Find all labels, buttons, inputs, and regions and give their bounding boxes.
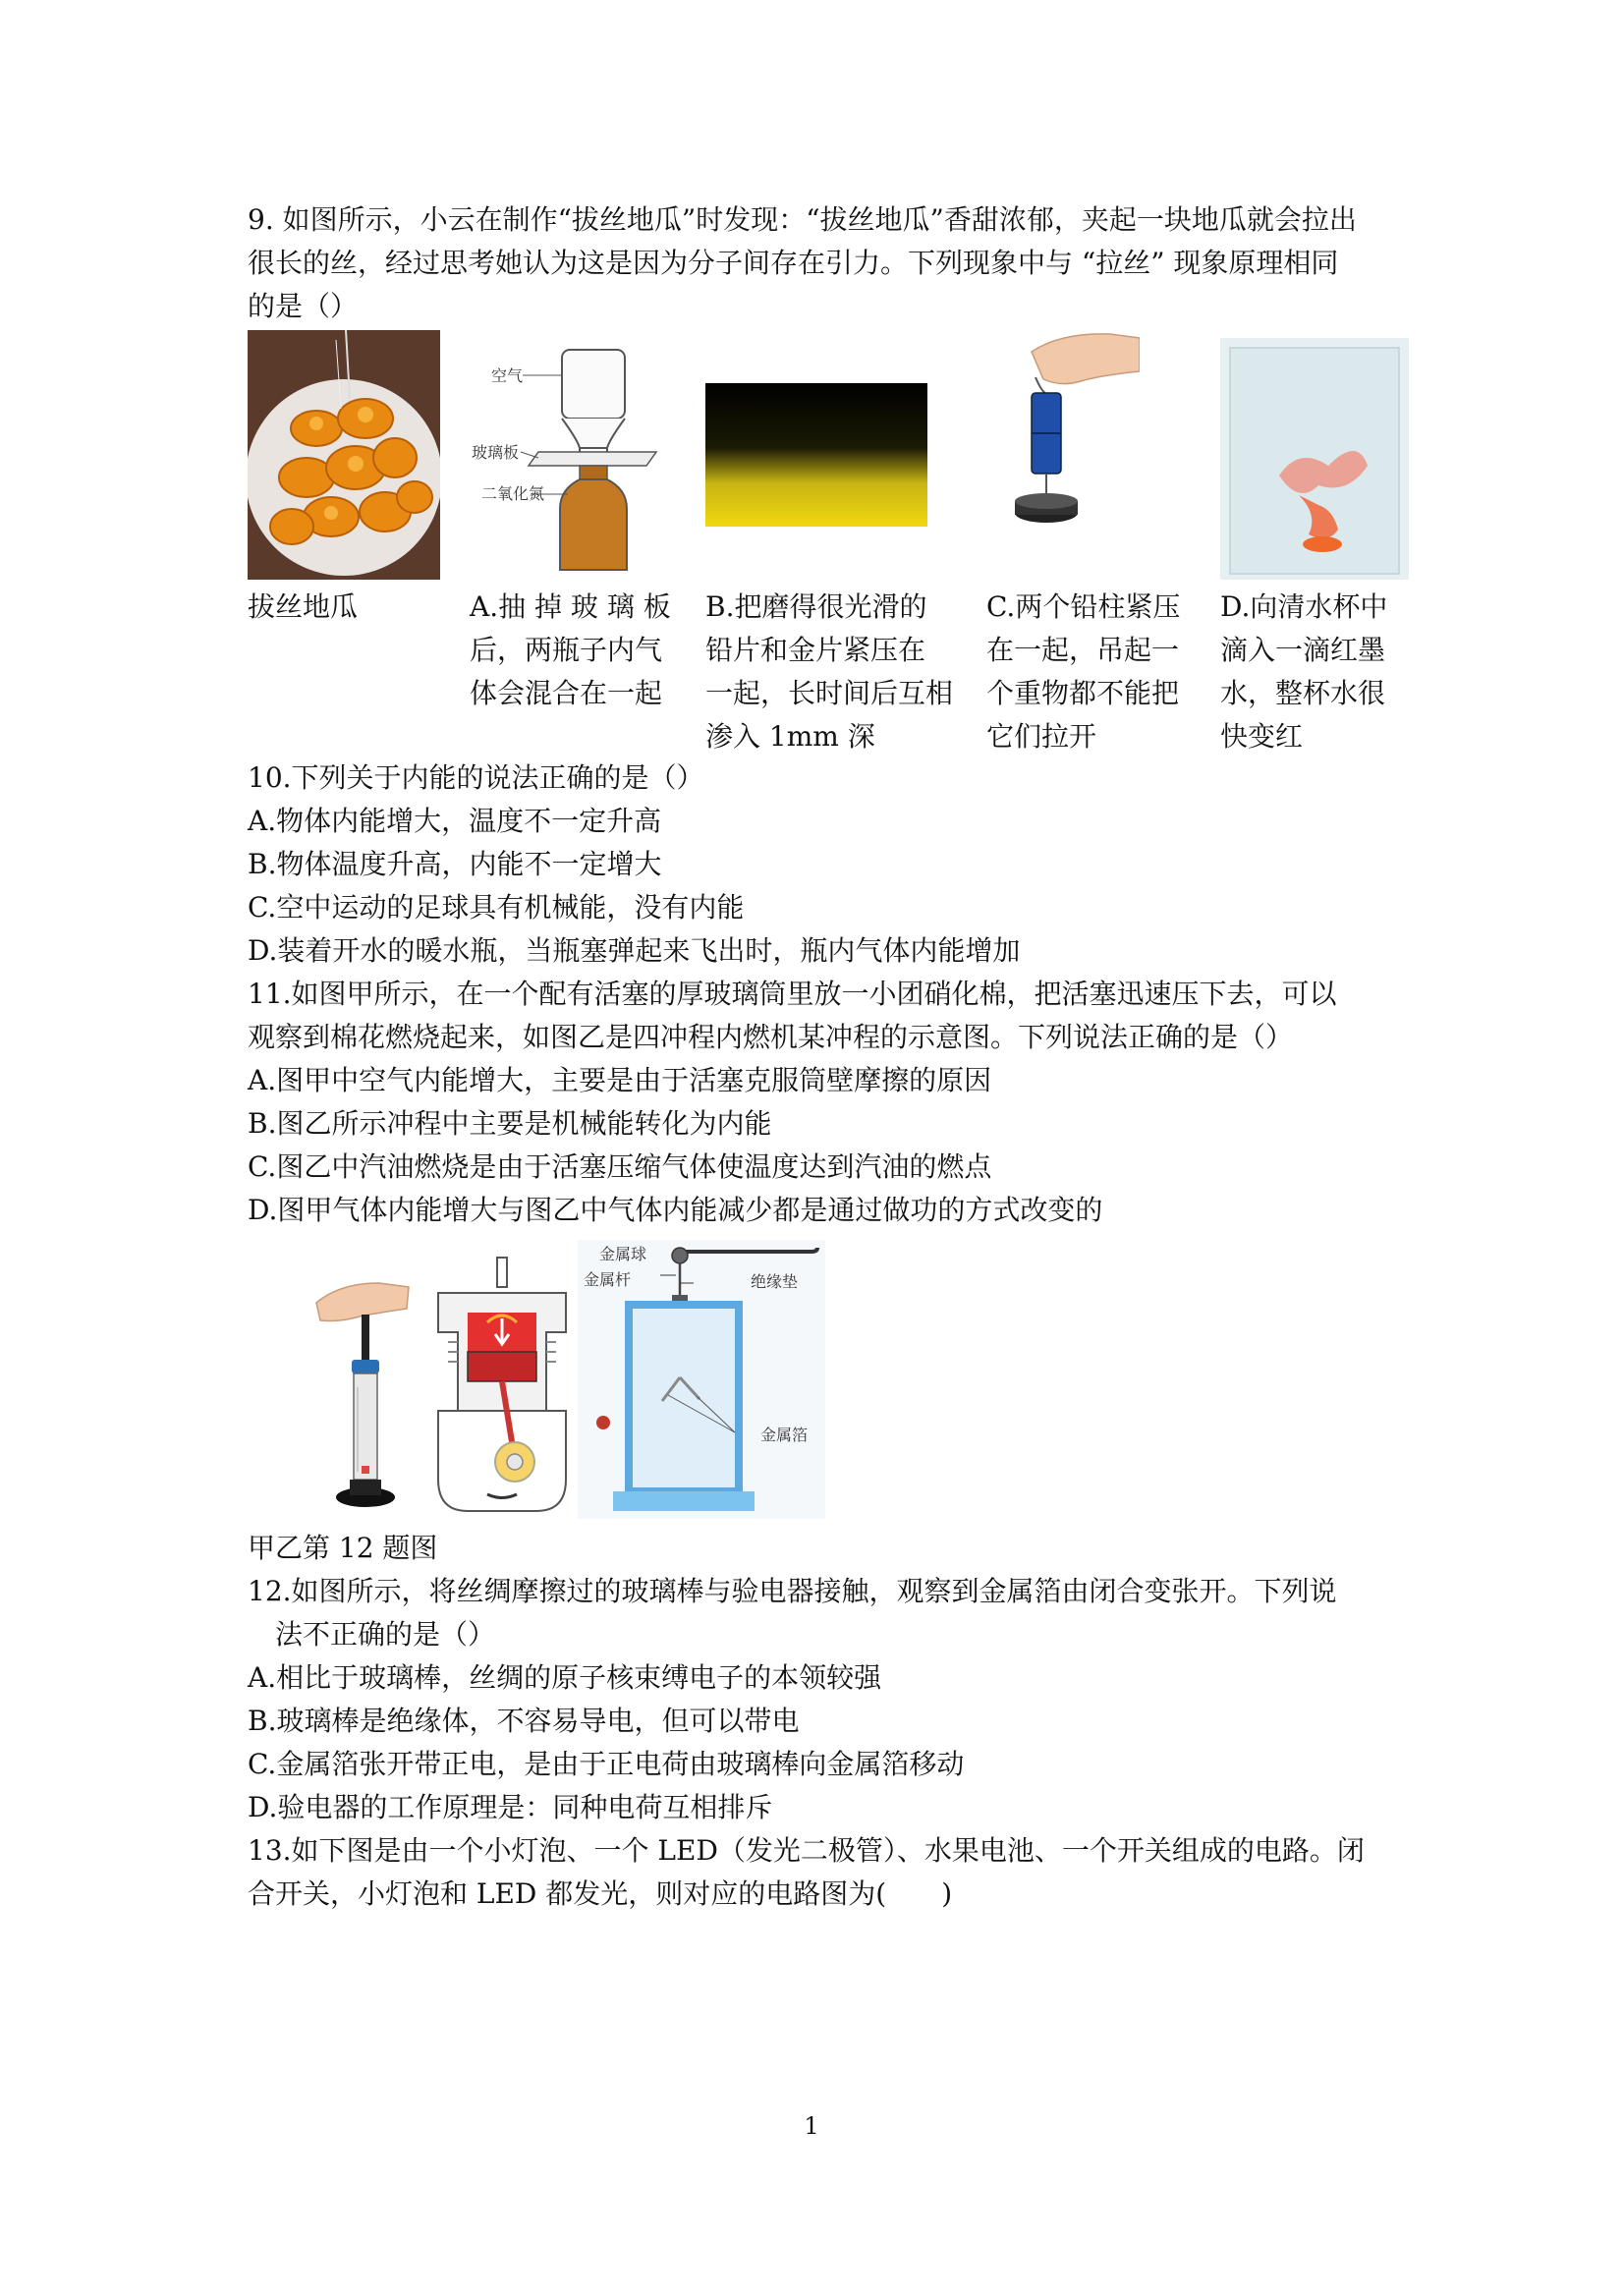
metal-ball <box>672 1248 688 1263</box>
q11-option-d: D.图甲气体内能增大与图乙中气体内能减少都是通过做功的方式改变的 <box>248 1194 1103 1226</box>
q10-option-c: C.空中运动的足球具有机械能，没有内能 <box>248 891 745 924</box>
glass-plate-label: 玻璃板 <box>472 443 520 462</box>
metal-foil-label: 金属箔 <box>760 1426 809 1444</box>
caption-line: 在一起，吊起一 <box>986 634 1180 666</box>
hand-icon <box>1032 334 1140 384</box>
caption-line: C.两个铅柱紧压 <box>986 590 1181 623</box>
electroscope-jar <box>629 1305 739 1491</box>
caption-line: 拔丝地瓜 <box>248 590 359 623</box>
q9-line-1: 9. 如图所示，小云在制作“拔丝地瓜”时发现：“拔丝地瓜”香甜浓郁，夹起一块地瓜就会拉出 <box>248 203 1357 236</box>
metal-ball-label: 金属球 <box>599 1245 647 1263</box>
q11-option-b: B.图乙所示冲程中主要是机械能转化为内能 <box>248 1107 772 1140</box>
caption-line: 渗入 1mm 深 <box>705 720 875 753</box>
glass-plate <box>529 452 656 466</box>
upper-bottle <box>562 350 625 419</box>
q10-stem: 10.下列关于内能的说法正确的是（） <box>248 761 704 794</box>
q10-option-d: D.装着开水的暖水瓶，当瓶塞弹起来飞出时，瓶内气体内能增加 <box>248 934 1021 967</box>
q9-line-3: 的是（） <box>248 290 359 322</box>
air-label: 空气 <box>491 366 524 385</box>
q12-option-d: D.验电器的工作原理是：同种电荷互相排斥 <box>248 1791 773 1823</box>
caption-line: 水，整杯水很 <box>1220 677 1386 709</box>
q9-line-2: 很长的丝，经过思考她认为这是因为分子间存在引力。下列现象中与 “拉丝” 现象原理相同 <box>248 247 1339 279</box>
electroscope-figure <box>578 1240 825 1519</box>
q10-option-b: B.物体温度升高，内能不一定增大 <box>248 848 662 880</box>
caption-line: A.抽 掉 玻 璃 板 <box>470 590 671 623</box>
q12-line-1: 12.如图所示，将丝绸摩擦过的玻璃棒与验电器接触，观察到金属箔由闭合变张开。下列说 <box>248 1575 1337 1607</box>
q11-option-a: A.图甲中空气内能增大，主要是由于活塞克服筒壁摩擦的原因 <box>248 1064 992 1096</box>
insulating-pad-label: 绝缘垫 <box>751 1272 799 1291</box>
lead-cylinders-photo <box>992 332 1140 572</box>
q9-caption-photo <box>248 586 358 629</box>
caption-line: B.把磨得很光滑的 <box>705 590 927 623</box>
q9-caption-c <box>986 586 1180 758</box>
lower-bottle <box>560 479 627 570</box>
caption-line: 快变红 <box>1220 720 1304 753</box>
caption-line: 铅片和金片紧压在 <box>705 634 926 666</box>
metal-rod-label: 金属杆 <box>584 1270 632 1289</box>
no2-label: 二氧化氮 <box>481 484 545 503</box>
q11-line-1: 11.如图甲所示，在一个配有活塞的厚玻璃筒里放一小团硝化棉，把活塞迅速压下去，可以 <box>248 978 1337 1010</box>
caption-line: 它们拉开 <box>986 720 1097 753</box>
q13-line-2: 合开关，小灯泡和 LED 都发光，则对应的电路图为( ) <box>248 1877 953 1910</box>
q12-option-a: A.相比于玻璃棒，丝绸的原子核束缚电子的本领较强 <box>248 1661 882 1694</box>
piston <box>468 1352 536 1381</box>
caption-line: D.向清水杯中 <box>1220 590 1388 623</box>
q9-caption-d <box>1220 586 1387 758</box>
page-number: 1 <box>804 2112 819 2140</box>
caption-line: 后，两瓶子内气 <box>470 634 663 666</box>
air-compression-syringe-figure <box>310 1279 417 1515</box>
q13-line-1: 13.如下图是由一个小灯泡、一个 LED（发光二极管）、水果电池、一个开关组成的电路。闭 <box>248 1834 1365 1867</box>
caption-line: 个重物都不能把 <box>986 677 1180 709</box>
gas-diffusion-diagram <box>470 342 666 582</box>
q11-option-c: C.图乙中汽油燃烧是由于活塞压缩气体使温度达到汽油的燃点 <box>248 1150 992 1183</box>
q10-option-a: A.物体内能增大，温度不一定升高 <box>248 805 662 837</box>
q9-caption-a <box>470 586 671 715</box>
candied-sweet-potato-photo <box>248 330 440 580</box>
caption-line: 一起，长时间后互相 <box>705 677 954 709</box>
spark-plug-icon <box>497 1258 507 1287</box>
caption-line: 滴入一滴红墨 <box>1220 634 1386 666</box>
q12-option-b: B.玻璃棒是绝缘体，不容易导电，但可以带电 <box>248 1705 800 1737</box>
q12-option-c: C.金属箔张开带正电，是由于正电荷由玻璃棒向金属箔移动 <box>248 1748 965 1780</box>
fig12-caption: 甲乙第 12 题图 <box>248 1532 438 1564</box>
red-ink-in-water-photo <box>1220 338 1409 580</box>
q12-line-2: 法不正确的是（） <box>275 1618 496 1651</box>
q11-line-2: 观察到棉花燃烧起来，如图乙是四冲程内燃机某冲程的示意图。下列说法正确的是（） <box>248 1021 1294 1053</box>
lead-gold-diffusion-image <box>705 383 927 527</box>
caption-line: 体会混合在一起 <box>470 677 663 709</box>
engine-stroke-figure <box>428 1254 576 1519</box>
q9-caption-b <box>705 586 953 758</box>
